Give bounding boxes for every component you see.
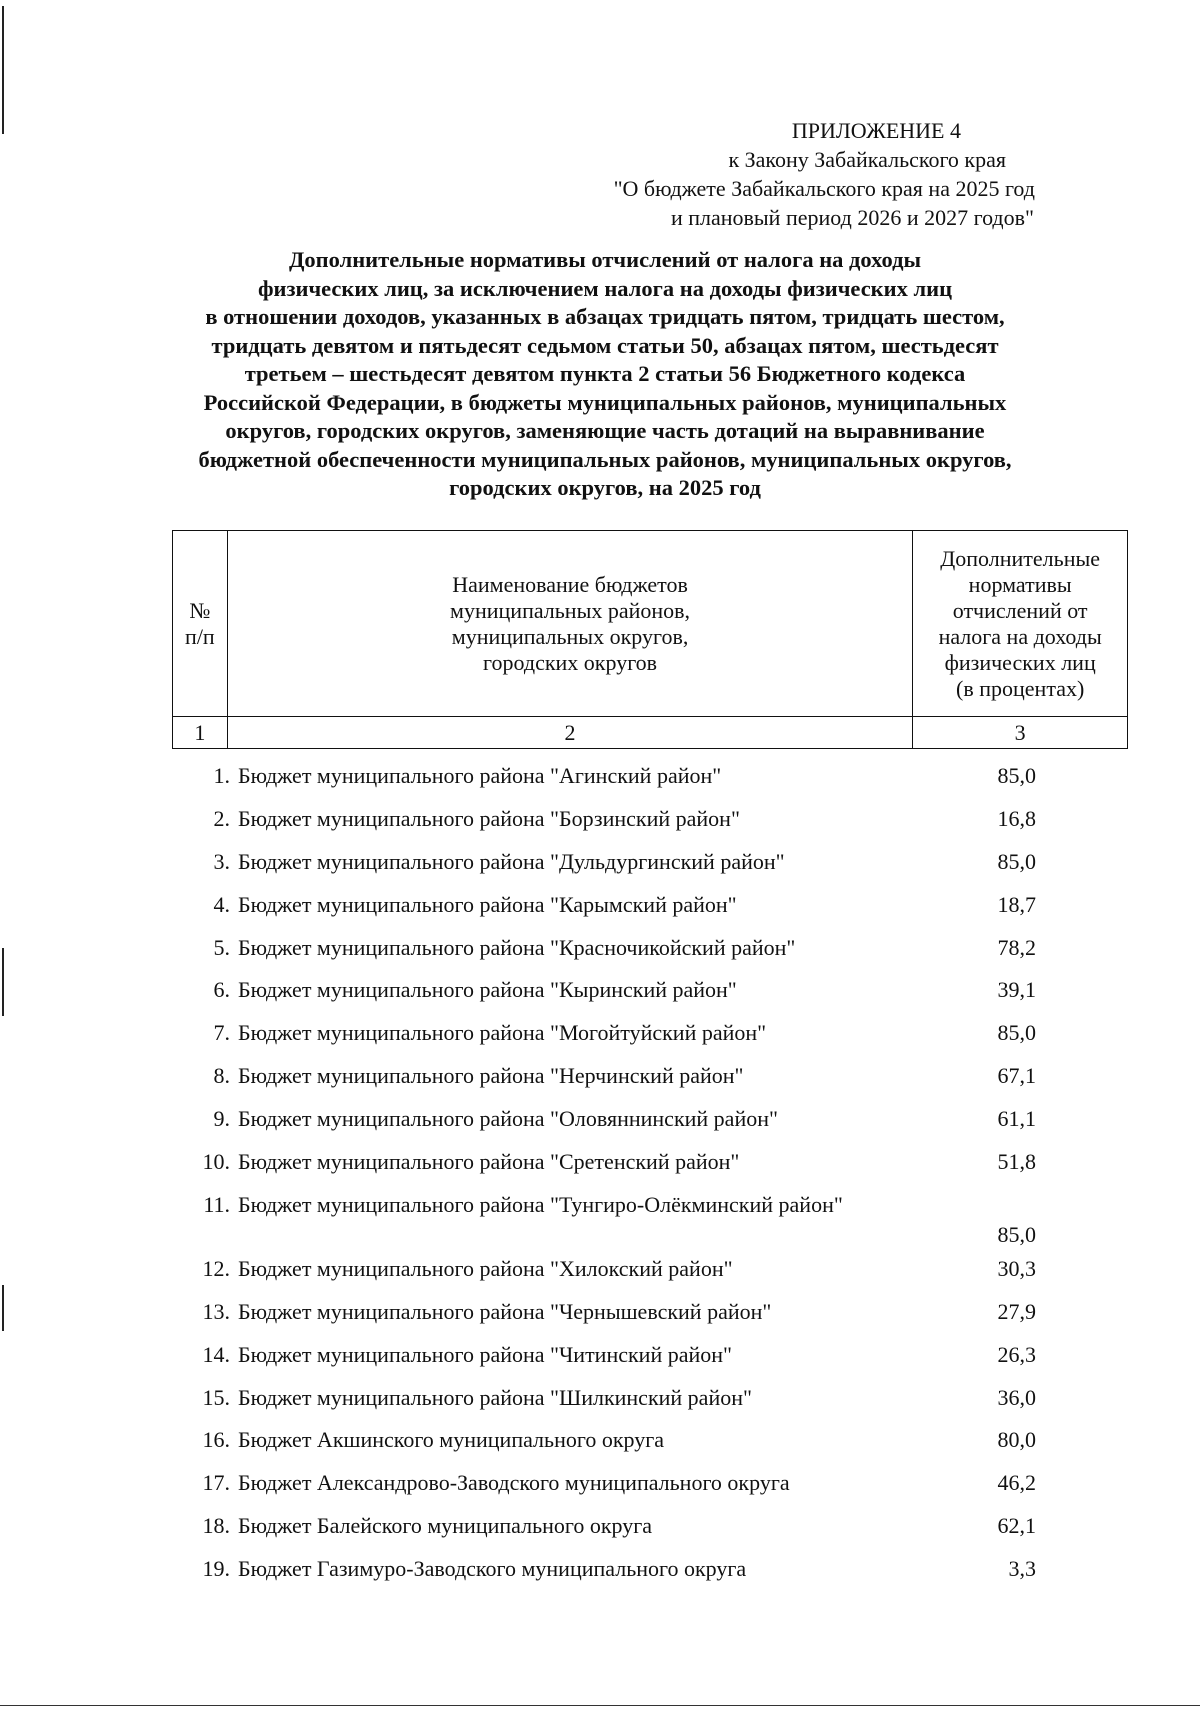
row-normative-value: 51,8 (997, 1149, 1036, 1175)
appendix-header (560, 116, 1120, 232)
scan-edge-mark-top (2, 6, 4, 134)
title-line: Дополнительные нормативы отчислений от налога на доходы (288, 247, 922, 272)
row-normative-value: 62,1 (997, 1513, 1036, 1539)
appendix-law-title-line2: и плановый период 2026 и 2027 годов" (670, 205, 1034, 230)
row-budget-name: Бюджет муниципального района "Нерчинский район" (238, 1063, 744, 1089)
table-row (170, 1020, 1100, 1063)
table-row (170, 892, 1100, 935)
row-normative-value: 18,7 (997, 891, 1036, 917)
column-number-2: 2 (227, 717, 913, 749)
table-body (170, 763, 1100, 1599)
header-col-value-line: нормативы (968, 571, 1072, 597)
row-number: 11. (203, 1191, 230, 1217)
row-normative-value: 30,3 (997, 1255, 1036, 1281)
column-number-3: 3 (913, 717, 1128, 749)
scan-edge-mark-lower (2, 1285, 4, 1331)
title-line: городских округов, на 2025 год (449, 475, 761, 500)
appendix-number: ПРИЛОЖЕНИЕ 4 (791, 118, 961, 143)
row-budget-name: Бюджет муниципального района "Могойтуйский район" (238, 1020, 767, 1046)
row-normative-value: 85,0 (997, 763, 1036, 788)
row-budget-name: Бюджет муниципального района "Красночикойский район" (238, 934, 796, 960)
row-budget-name: Бюджет Газимуро-Заводского муниципального округа (238, 1556, 747, 1582)
row-normative-value: 3,3 (1008, 1556, 1036, 1582)
row-number: 19. (202, 1556, 230, 1582)
header-col-value-line: налога на доходы (938, 623, 1102, 649)
title-line: бюджетной обеспеченности муниципальных районов, муниципальных округов, (198, 446, 1012, 472)
row-number: 5. (213, 934, 230, 960)
row-number: 1. (213, 763, 230, 788)
table-row (170, 1299, 1100, 1342)
appendix-law-reference: к Закону Забайкальского края (728, 147, 1006, 172)
row-normative-value: 67,1 (997, 1063, 1036, 1089)
row-budget-name: Бюджет муниципального района "Кыринский район" (238, 977, 737, 1003)
row-number: 13. (202, 1298, 230, 1324)
header-col-value-line: (в процентах) (956, 675, 1085, 701)
row-number: 17. (202, 1470, 230, 1496)
header-col-name-line: муниципальных районов, (450, 597, 691, 623)
row-budget-name: Бюджет Балейского муниципального округа (238, 1513, 653, 1539)
header-col-name-line: Наименование бюджетов (452, 571, 688, 597)
row-number: 6. (213, 977, 230, 1003)
table-row (170, 1385, 1100, 1428)
table-row (170, 977, 1100, 1020)
row-normative-value: 46,2 (997, 1470, 1036, 1496)
title-line: Российской Федерации, в бюджеты муниципальных районов, муниципальных (203, 389, 1007, 415)
row-normative-value: 85,0 (997, 1020, 1036, 1046)
header-col-name (227, 531, 913, 717)
header-col-name-line: муниципальных округов, (451, 623, 689, 649)
row-budget-name: Бюджет муниципального района "Борзинский район" (238, 805, 740, 831)
row-normative-value: 61,1 (997, 1106, 1036, 1132)
row-budget-name: Бюджет муниципального района "Шилкинский район" (238, 1384, 752, 1410)
row-number: 9. (213, 1106, 230, 1132)
row-number: 7. (213, 1020, 230, 1046)
row-number: 16. (202, 1427, 230, 1453)
table-row (170, 849, 1100, 892)
title-line: физических лиц, за исключением налога на доходы физических лиц (257, 275, 953, 301)
row-normative-value: 27,9 (997, 1298, 1036, 1324)
column-number-1: 1 (173, 717, 228, 749)
document-title (150, 246, 1060, 503)
row-number: 14. (202, 1341, 230, 1367)
row-normative-value: 78,2 (997, 934, 1036, 960)
title-line: тридцать девятом и пятьдесят седьмом статьи 50, абзацах пятом, шестьдесят (211, 332, 999, 358)
row-normative-value: 85,0 (997, 848, 1036, 874)
row-number: 15. (202, 1384, 230, 1410)
table-row (170, 1513, 1100, 1556)
scan-bottom-rule (0, 1705, 1200, 1706)
row-budget-name: Бюджет муниципального района "Оловяннинский район" (238, 1106, 778, 1132)
table-row (170, 1149, 1100, 1192)
header-col-value (913, 531, 1128, 717)
header-row (173, 531, 1128, 717)
table-row (170, 1427, 1100, 1470)
appendix-law-title-line1: "О бюджете Забайкальского края на 2025 год (613, 176, 1035, 201)
header-col-number (173, 531, 228, 717)
header-col-name-line: городских округов (483, 649, 658, 675)
header-col-value-line: отчислений от (952, 597, 1088, 623)
table-row (170, 1106, 1100, 1149)
table-row (170, 1256, 1100, 1299)
row-number: 10. (202, 1149, 230, 1175)
row-number: 3. (213, 848, 230, 874)
row-budget-name: Бюджет Акшинского муниципального округа (238, 1427, 665, 1453)
row-budget-name: Бюджет муниципального района "Хилокский район" (238, 1255, 733, 1281)
row-budget-name: Бюджет Александрово-Заводского муниципального округа (238, 1470, 790, 1496)
row-budget-name: Бюджет муниципального района "Сретенский район" (238, 1149, 740, 1175)
row-budget-name: Бюджет муниципального района "Дульдургинский район" (238, 848, 785, 874)
header-col-number-line: № (189, 597, 211, 623)
row-normative-value: 39,1 (997, 977, 1036, 1003)
row-normative-value: 36,0 (997, 1384, 1036, 1410)
row-budget-name: Бюджет муниципального района "Чернышевский район" (238, 1298, 772, 1324)
header-col-value-line: Дополнительные (940, 545, 1101, 571)
title-line: округов, городских округов, заменяющие часть дотаций на выравнивание (225, 418, 985, 443)
header-col-number-line: п/п (185, 623, 215, 649)
row-normative-value: 16,8 (997, 805, 1036, 831)
table-row (170, 1063, 1100, 1106)
row-budget-name: Бюджет муниципального района "Агинский район" (238, 763, 722, 788)
row-budget-name: Бюджет муниципального района "Читинский район" (238, 1341, 733, 1367)
table-row (170, 763, 1100, 806)
row-number: 2. (213, 805, 230, 831)
row-number: 4. (213, 891, 230, 917)
table-row (170, 1192, 1100, 1256)
table-row (170, 935, 1100, 978)
row-number: 18. (202, 1513, 230, 1539)
row-budget-name: Бюджет муниципального района "Карымский район" (238, 891, 737, 917)
row-normative-value: 85,0 (997, 1221, 1036, 1247)
row-number: 12. (202, 1255, 230, 1281)
table-row (170, 1556, 1100, 1599)
table-row (170, 806, 1100, 849)
header-col-value-line: физических лиц (944, 649, 1096, 675)
column-number-row (173, 717, 1128, 749)
title-line: в отношении доходов, указанных в абзацах тридцать пятом, тридцать шестом, (205, 304, 1005, 329)
scan-edge-mark-middle (2, 948, 4, 1016)
row-normative-value: 26,3 (997, 1341, 1036, 1367)
table-row (170, 1342, 1100, 1385)
title-line: третьем – шестьдесят девятом пункта 2 статьи 56 Бюджетного кодекса (244, 361, 966, 386)
table-row (170, 1470, 1100, 1513)
row-normative-value: 80,0 (997, 1427, 1036, 1453)
table-header (172, 530, 1128, 749)
row-budget-name: Бюджет муниципального района "Тунгиро-Олёкминский район" (238, 1191, 843, 1217)
row-number: 8. (213, 1063, 230, 1089)
